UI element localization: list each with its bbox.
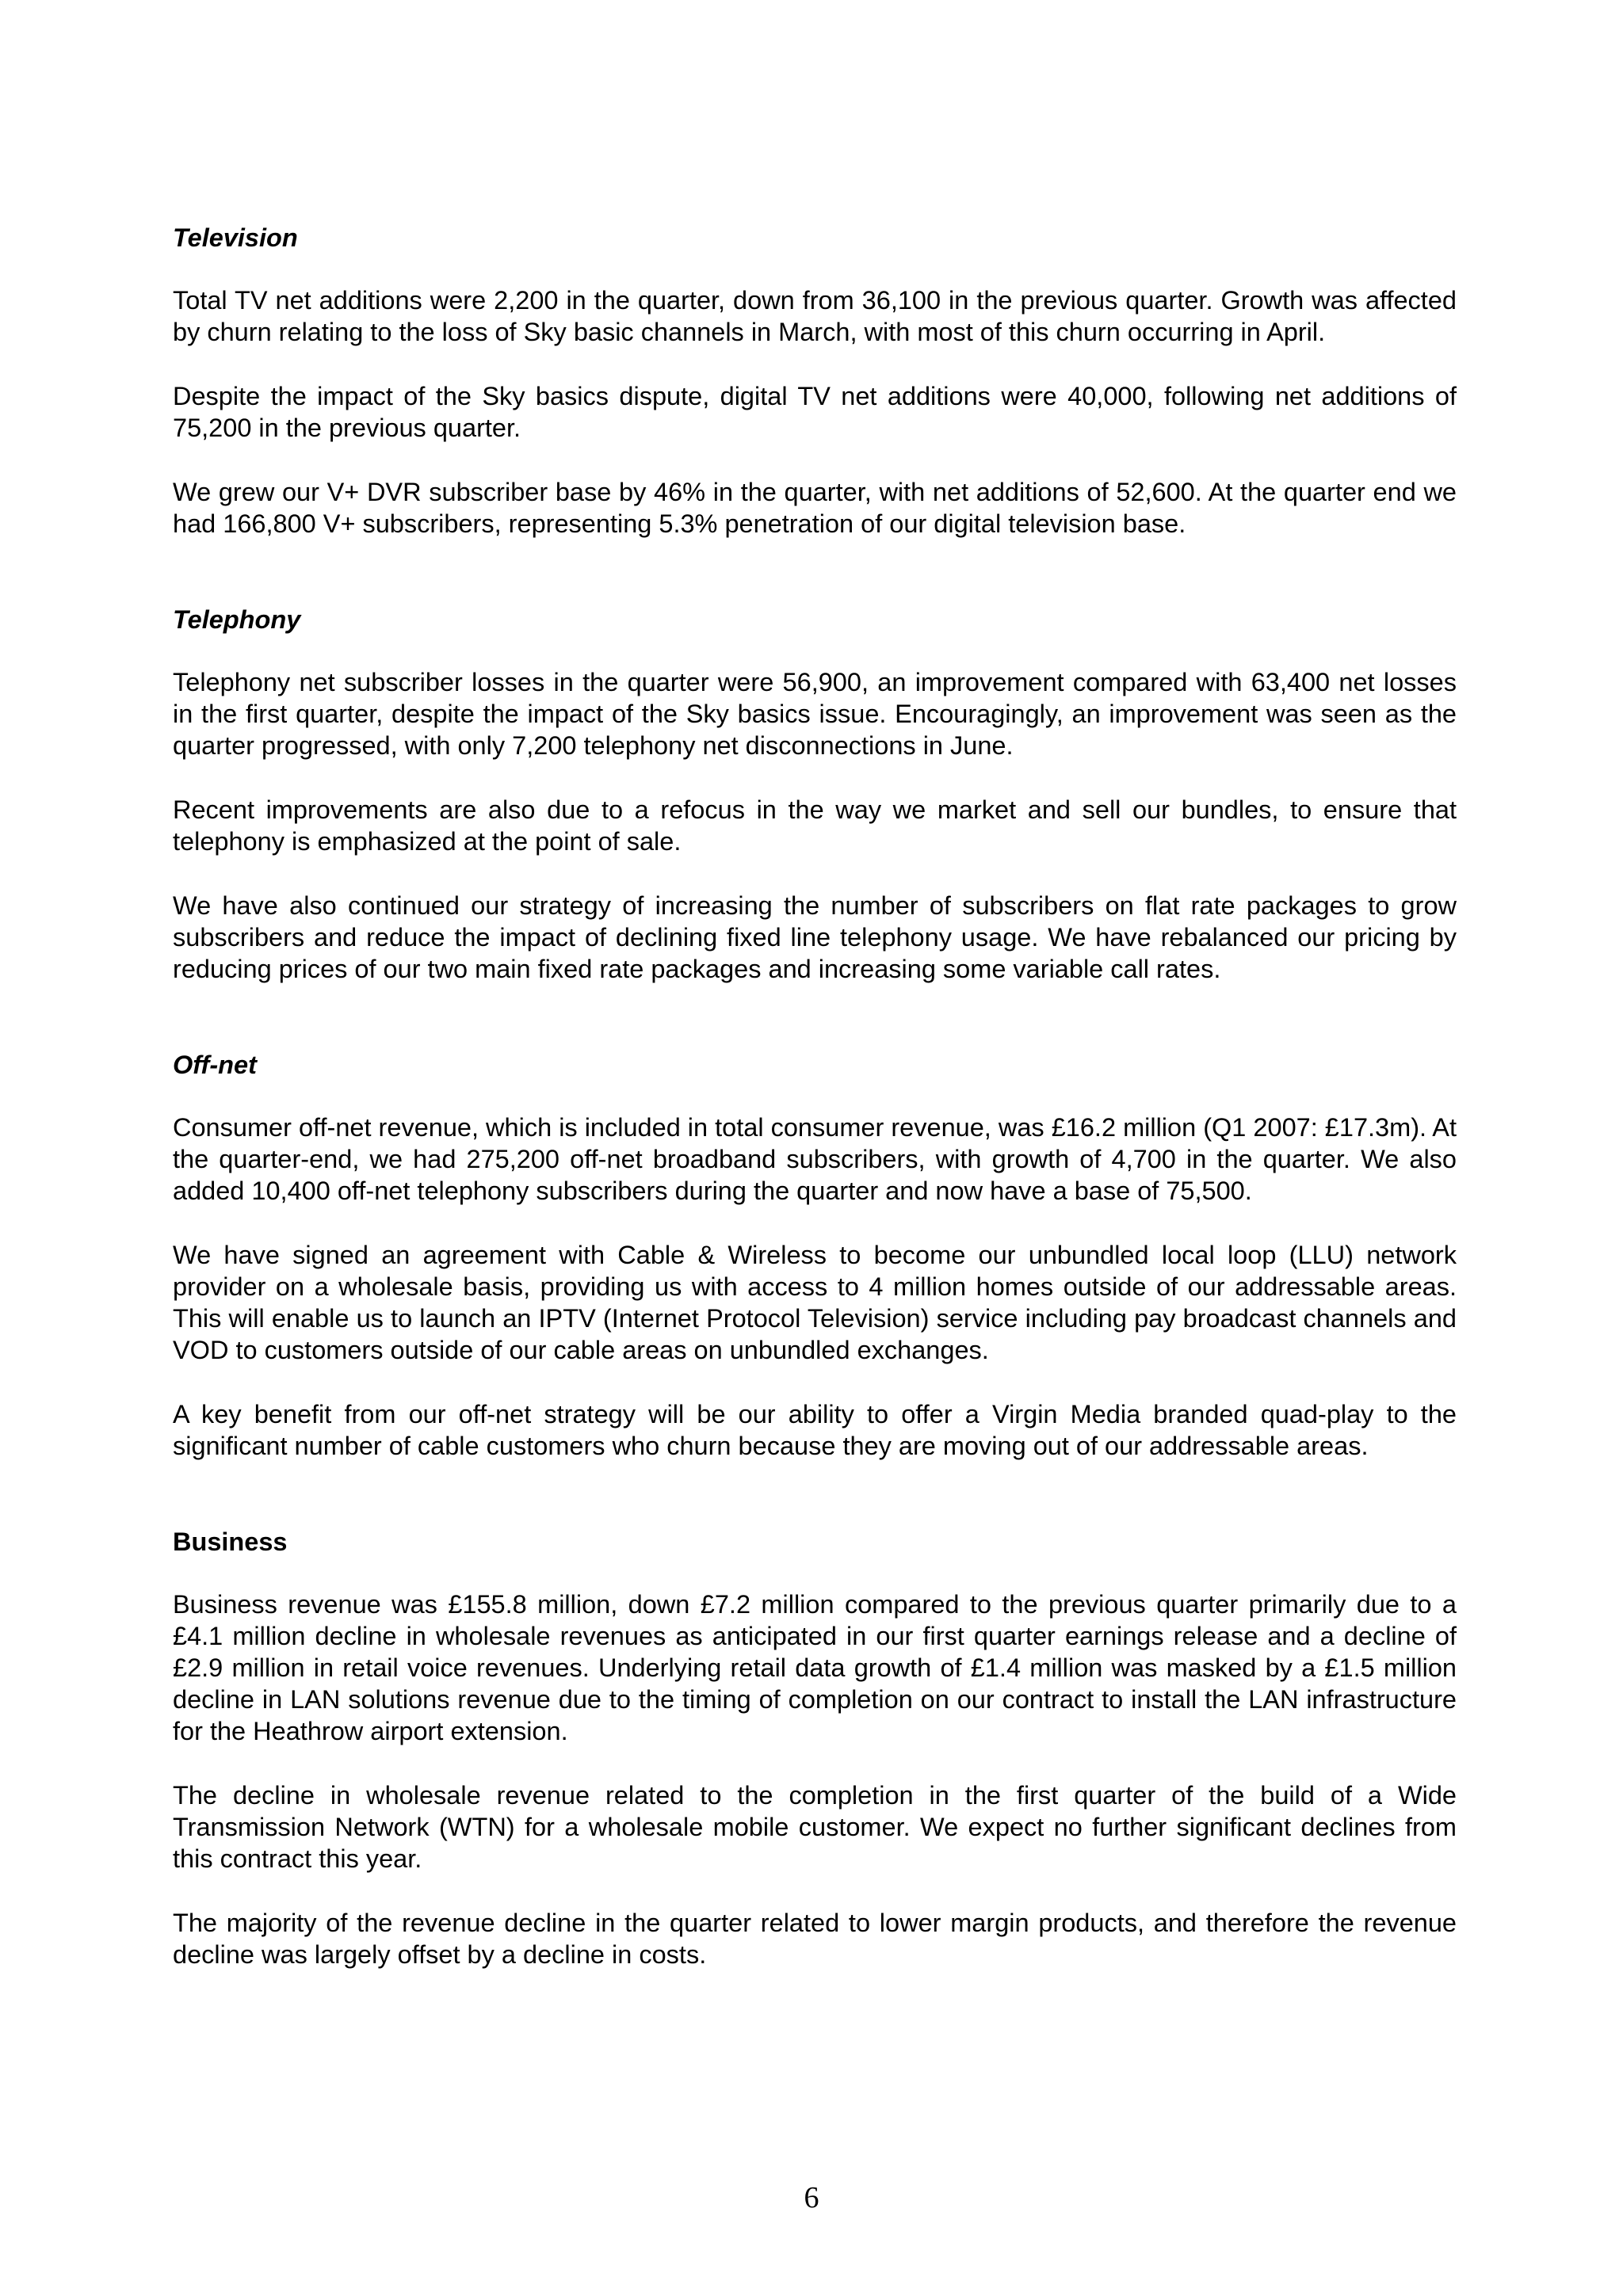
section-television (173, 222, 1457, 540)
paragraph: Total TV net additions were 2,200 in the quarter, down from 36,100 in the previous quarter. Growth was affected by churn relating to the loss of Sky basic channels in March, with most of this churn occurring in April. (173, 286, 1457, 346)
section-heading-television: Television (173, 223, 298, 252)
page-number: 6 (804, 2181, 819, 2214)
paragraph: We have also continued our strategy of increasing the number of subscribers on flat rate packages to grow subscribers and reduce the impact of declining fixed line telephony usage. We have rebalanced our pricing by reducing prices of our two main fixed rate packages and increasing some variable call rates. (173, 891, 1457, 983)
paragraph: The decline in wholesale revenue related to the completion in the first quarter of the build of a Wide Transmission Network (WTN) for a wholesale mobile customer. We expect no further significant declines from this contract this year. (173, 1781, 1457, 1873)
paragraph: We grew our V+ DVR subscriber base by 46% in the quarter, with net additions of 52,600. At the quarter end we had 166,800 V+ subscribers, representing 5.3% penetration of our digital television base. (173, 478, 1457, 538)
paragraph: The majority of the revenue decline in the quarter related to lower margin products, and therefore the revenue decline was largely offset by a decline in costs. (173, 1909, 1457, 1969)
document-page (173, 222, 1457, 2003)
section-business (173, 1526, 1457, 1970)
section-heading-business: Business (173, 1527, 288, 1556)
paragraph: Telephony net subscriber losses in the quarter were 56,900, an improvement compared with 63,400 net losses in the first quarter, despite the impact of the Sky basics issue. Encouragingly, an improvement was seen as the quarter progressed, with only 7,200 telephony net disconnections in June. (173, 668, 1457, 760)
section-telephony (173, 604, 1457, 985)
paragraph: Despite the impact of the Sky basics dispute, digital TV net additions were 40,000, following net additions of 75,200 in the previous quarter. (173, 382, 1457, 442)
section-heading-off-net: Off-net (173, 1051, 257, 1079)
paragraph: A key benefit from our off-net strategy will be our ability to offer a Virgin Media branded quad-play to the significant number of cable customers who churn because they are moving out of our addressable areas. (173, 1400, 1457, 1460)
paragraph: Recent improvements are also due to a refocus in the way we market and sell our bundles, to ensure that telephony is emphasized at the point of sale. (173, 795, 1457, 856)
section-off-net (173, 1049, 1457, 1462)
paragraph: We have signed an agreement with Cable & Wireless to become our unbundled local loop (LLU) network provider on a wholesale basis, providing us with access to 4 million homes outside of our addressable areas. This will enable us to launch an IPTV (Internet Protocol Television) service including pay broadcast channels and VOD to customers outside of our cable areas on unbundled exchanges. (173, 1241, 1457, 1364)
paragraph: Business revenue was £155.8 million, down £7.2 million compared to the previous quarter primarily due to a £4.1 million decline in wholesale revenues as anticipated in our first quarter earnings release and a decline of £2.9 million in retail voice revenues. Underlying retail data growth of £1.4 million was masked by a £1.5 million decline in LAN solutions revenue due to the timing of completion on our contract to install the LAN infrastructure for the Heathrow airport extension. (173, 1590, 1457, 1745)
paragraph: Consumer off-net revenue, which is included in total consumer revenue, was £16.2 million (Q1 2007: £17.3m). At the quarter-end, we had 275,200 off-net broadband subscribers, with growth of 4,700 in the quarter. We also added 10,400 off-net telephony subscribers during the quarter and now have a base of 75,500. (173, 1113, 1457, 1205)
section-heading-telephony: Telephony (173, 605, 301, 634)
